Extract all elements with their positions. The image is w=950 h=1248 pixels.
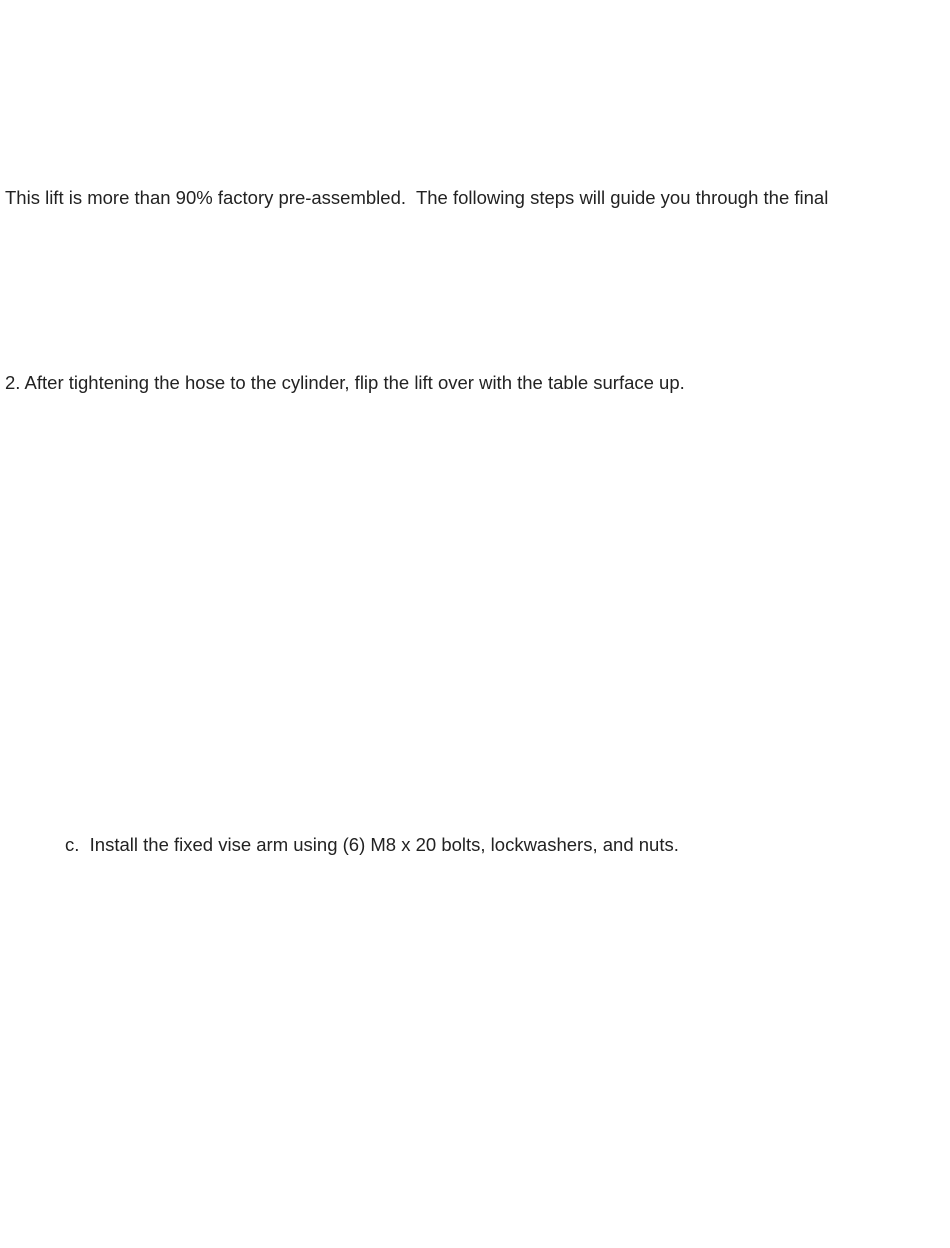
intro-text: This lift is more than 90% factory pre-assembled. The following steps will guide you through the final — [5, 187, 829, 208]
step-c-text: c. Install the fixed vise arm using (6) M8 x 20 bolts, lockwashers, and nuts. — [65, 834, 679, 855]
step-2-text: 2. After tightening the hose to the cylinder, flip the lift over with the table surface up. — [5, 372, 685, 393]
